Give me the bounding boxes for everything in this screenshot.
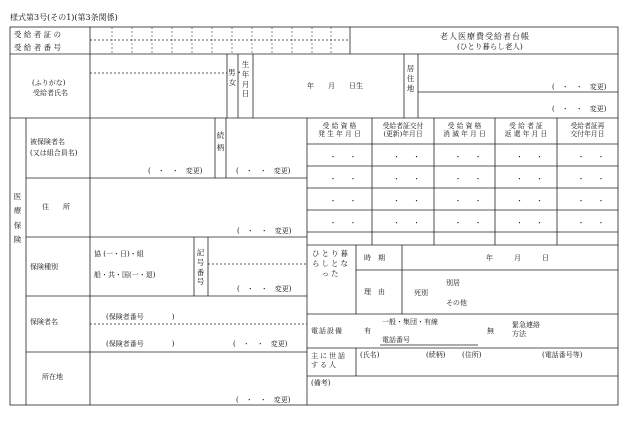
caretaker-relation: (続柄) [426,351,446,359]
date-cell[interactable]: ・ ・ [393,153,423,161]
caretaker-name: (氏名) [360,351,380,359]
birthdate-label: 生年月日 [241,60,250,99]
col-header-0: 受 給 資 格 発 生 年 月 日 [318,122,361,139]
furigana-label: (ふりがな) [32,79,66,87]
insurance-types-line1[interactable]: 協 (一・日)・組 [94,250,144,258]
living-alone-label: ひとり暮らしとなった [312,249,350,279]
date-cell[interactable]: ・ ・ [329,153,360,161]
date-cell[interactable]: ・ ・ [454,153,485,161]
relation-change: ( ・ ・ 変更) [236,167,291,175]
date-cell[interactable]: ・ ・ [577,197,608,205]
insurer-change: ( ・ ・ 変更) [233,340,288,348]
date-cell[interactable]: ・ ・ [454,219,485,227]
date-cell[interactable]: ・ ・ [577,175,608,183]
recipient-cert-label: 受 給 者 証 の [14,30,62,39]
phone-equipment-label: 電話設備 [311,327,343,335]
residence-change-1: ( ・ ・ 変更) [552,83,607,91]
furigana-field[interactable] [90,55,227,72]
address-change: ( ・ ・ 変更) [237,227,292,235]
address-label: 住 所 [42,203,70,211]
reason-death[interactable]: 死別 [414,289,428,297]
remarks-field[interactable] [308,390,617,404]
relation-label: 続柄 [216,131,225,152]
caretaker-label: 主に世話する人 [311,352,347,370]
caretaker-address: (住所) [462,351,482,359]
reason-label: 理 由 [364,288,385,296]
date-cell[interactable]: ・ ・ [393,219,423,227]
date-cell[interactable]: ・ ・ [454,175,485,183]
phone-yes-types[interactable]: 一般・集団・有線 [382,318,438,326]
recipient-name-field[interactable] [90,74,227,117]
date-cell[interactable]: ・ ・ [516,153,546,161]
date-cell[interactable]: ・ ・ [516,175,546,183]
insurance-types-line2[interactable]: 船・共・国(一・退) [94,271,156,279]
recipient-no-label: 受 給 者 番 号 [14,43,62,52]
insured-label: 被保険者名 [30,138,65,146]
insurer-number-2: (保険者番号 ) [106,340,175,348]
symbol-number-change: ( ・ ・ 変更) [237,285,292,293]
period-label: 時 期 [364,254,385,262]
date-cell[interactable]: ・ ・ [454,197,485,205]
insurer-label: 保険者名 [30,318,58,326]
date-cell[interactable]: ・ ・ [393,197,423,205]
phone-no[interactable]: 無 [487,327,494,335]
reason-separation[interactable]: 別居 [446,279,460,287]
date-cell[interactable]: ・ ・ [577,153,608,161]
birthdate-format: 年 月 日生 [307,82,363,90]
col-header-3: 受 給 者 証 返 還 年 月 日 [504,122,548,139]
recipient-number-field[interactable] [90,27,350,54]
emergency-contact-label: 緊急連絡方法 [512,321,540,339]
phone-number-label: 電話番号 [382,336,410,344]
ledger-title: 老人医療費受給者台帳 [440,32,530,41]
date-cell[interactable]: ・ ・ [329,197,360,205]
date-cell[interactable]: ・ ・ [577,219,608,227]
insured-change: ( ・ ・ 変更) [148,167,203,175]
date-cell[interactable]: ・ ・ [516,197,546,205]
location-change: ( ・ ・ 変更) [236,396,291,404]
ledger-subtitle: (ひとり暮らし老人) [457,42,523,51]
reason-other[interactable]: その他 [446,299,467,307]
medical-insurance-label: 医療保険 [13,192,22,244]
date-cell[interactable]: ・ ・ [516,219,546,227]
col-header-1: 受給者証交付 (更新)年月日 [382,122,424,139]
date-cell[interactable]: ・ ・ [329,219,360,227]
year-month-day: 年 月 日 [486,254,549,262]
residence-change-2: ( ・ ・ 変更) [552,105,607,113]
col-header-2: 受 給 資 格 消 滅 年 月 日 [443,122,486,139]
phone-yes[interactable]: 有 [364,327,371,335]
sex-label: 男・女 [228,68,243,87]
residence-label: 居住地 [406,64,415,93]
date-cell[interactable]: ・ ・ [329,175,360,183]
date-cell[interactable]: ・ ・ [393,175,423,183]
insured-sub-label: (又は組合員名) [30,149,78,157]
col-header-4: 受給者証再 交付年月日 [570,122,605,139]
insurer-number-1: (保険者番号 ) [106,313,175,321]
location-label: 所在地 [42,373,63,381]
form-title: 様式第3号(その1)(第3条関係) [10,13,118,22]
recipient-name-label: 受給者氏名 [33,89,68,97]
caretaker-phone: (電話番号等) [542,351,583,359]
remarks-label: (備考) [311,379,331,387]
symbol-number-label: 記号番号 [196,248,205,287]
insurance-type-label: 保険種別 [30,263,58,271]
